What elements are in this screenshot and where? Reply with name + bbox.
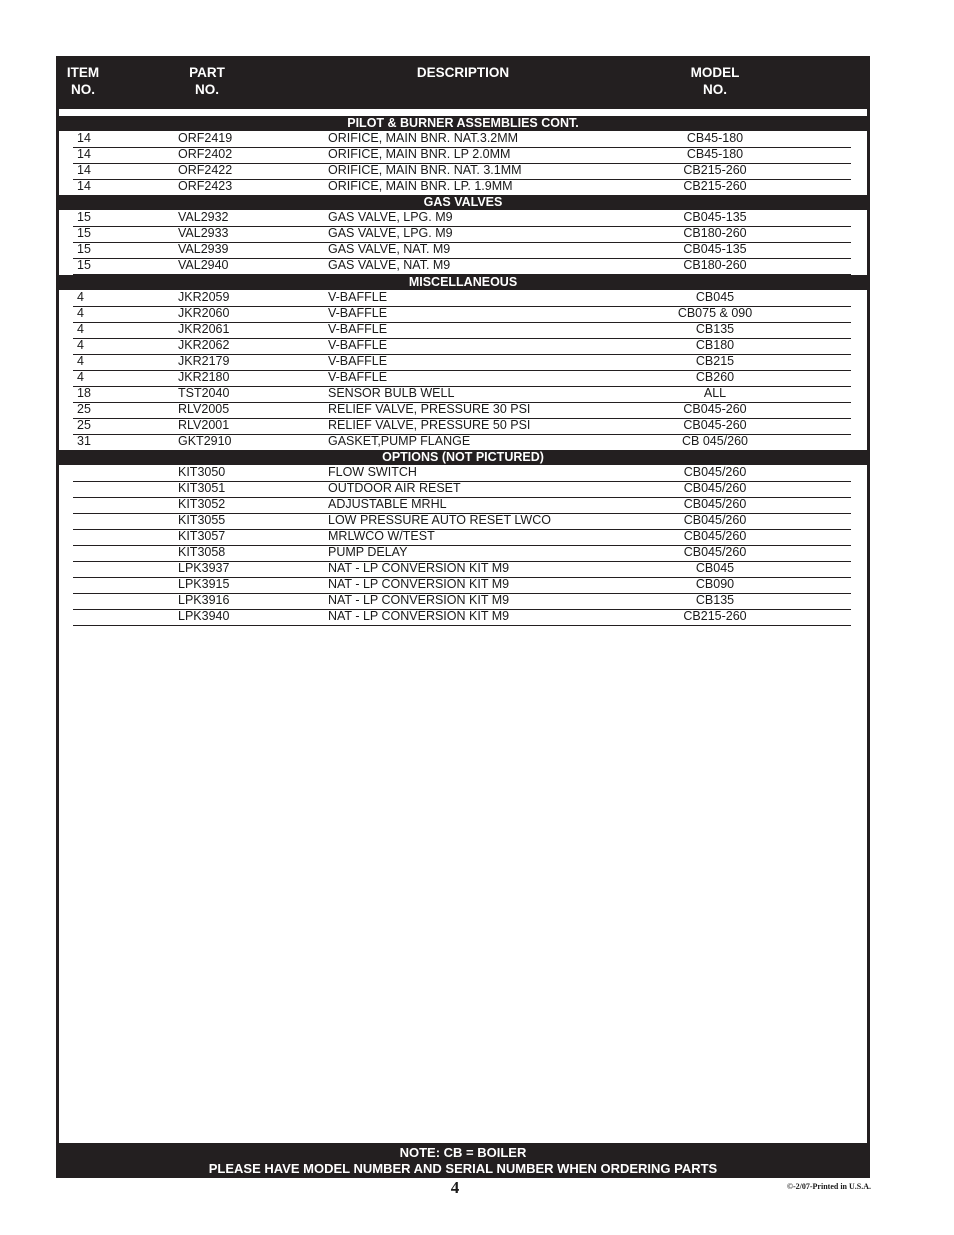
header-item-no: ITEM NO. [66,65,100,97]
model-no-cell: CB045-260 [683,418,747,432]
description-cell: GAS VALVE, LPG. M9 [328,226,453,240]
model-no-cell: CB215-260 [683,179,747,193]
model-no-cell: CB045/260 [683,513,747,527]
item-no-cell: 4 [77,306,84,320]
part-no-cell: ORF2422 [178,163,233,177]
part-no-cell: TST2040 [178,386,230,400]
model-no-cell: CB045 [695,290,735,304]
item-no-cell: 25 [77,402,91,416]
table-row [73,481,851,498]
section-header: MISCELLANEOUS [56,275,870,290]
table-row [73,306,851,323]
part-no-cell: RLV2005 [178,402,230,416]
model-no-cell: CB135 [695,322,735,336]
part-no-cell: KIT3052 [178,497,226,511]
table-row [73,386,851,403]
table-row [73,210,851,227]
table-row [73,226,851,243]
part-no-cell: KIT3051 [178,481,226,495]
description-cell: ORIFICE, MAIN BNR. NAT. 3.1MM [328,163,522,177]
item-no-cell: 14 [77,147,91,161]
model-no-cell: CB45-180 [686,131,744,145]
model-no-cell: CB045/260 [683,465,747,479]
description-cell: ORIFICE, MAIN BNR. NAT.3.2MM [328,131,519,145]
table-row [73,497,851,514]
header-model-no: MODEL NO. [690,65,740,97]
description-cell: GAS VALVE, NAT. M9 [328,258,451,272]
description-cell: OUTDOOR AIR RESET [328,481,461,495]
model-no-cell: CB045/260 [683,497,747,511]
part-no-cell: KIT3055 [178,513,226,527]
table-header [56,56,870,109]
table-row [73,529,851,546]
description-cell: ADJUSTABLE MRHL [328,497,447,511]
description-cell: NAT - LP CONVERSION KIT M9 [328,577,510,591]
part-no-cell: LPK3937 [178,561,230,575]
description-cell: ORIFICE, MAIN BNR. LP. 1.9MM [328,179,513,193]
part-no-cell: JKR2060 [178,306,230,320]
item-no-cell: 4 [77,322,84,336]
part-no-cell: LPK3940 [178,609,230,623]
table-row [73,434,851,451]
description-cell: RELIEF VALVE, PRESSURE 50 PSI [328,418,531,432]
table-row [73,545,851,562]
table-row [73,242,851,259]
model-no-cell: CB045 [695,561,735,575]
model-no-cell: CB045/260 [683,529,747,543]
description-cell: ORIFICE, MAIN BNR. LP 2.0MM [328,147,511,161]
model-no-cell: CB45-180 [686,147,744,161]
part-no-cell: JKR2180 [178,370,230,384]
model-no-cell: CB180-260 [683,226,747,240]
part-no-cell: ORF2419 [178,131,233,145]
model-no-cell: CB045/260 [683,481,747,495]
part-no-cell: KIT3058 [178,545,226,559]
table-row [73,258,851,275]
model-no-cell: CB180-260 [683,258,747,272]
description-cell: RELIEF VALVE, PRESSURE 30 PSI [328,402,531,416]
description-cell: SENSOR BULB WELL [328,386,455,400]
footer-note-line2: PLEASE HAVE MODEL NUMBER AND SERIAL NUMBER WHEN ORDERING PARTS [208,1161,718,1176]
table-row [73,593,851,610]
description-cell: GAS VALVE, NAT. M9 [328,242,451,256]
item-no-cell: 25 [77,418,91,432]
footer-note [56,1143,870,1178]
model-no-cell: CB135 [695,593,735,607]
table-row [73,402,851,419]
model-no-cell: ALL [703,386,727,400]
model-no-cell: CB045/260 [683,545,747,559]
part-no-cell: JKR2062 [178,338,230,352]
model-no-cell: CB045-135 [683,242,747,256]
table-row [73,163,851,180]
table-row [73,465,851,482]
item-no-cell: 14 [77,179,91,193]
description-cell: NAT - LP CONVERSION KIT M9 [328,561,510,575]
part-no-cell: KIT3057 [178,529,226,543]
part-no-cell: ORF2402 [178,147,233,161]
item-no-cell: 14 [77,131,91,145]
table-row [73,354,851,371]
item-no-cell: 4 [77,290,84,304]
table-row [73,131,851,148]
description-cell: MRLWCO W/TEST [328,529,435,543]
model-no-cell: CB090 [695,577,735,591]
description-cell: LOW PRESSURE AUTO RESET LWCO [328,513,551,527]
description-cell: FLOW SWITCH [328,465,417,479]
table-row [73,179,851,196]
item-no-cell: 4 [77,370,84,384]
description-cell: PUMP DELAY [328,545,408,559]
table-row [73,609,851,626]
item-no-cell: 15 [77,210,91,224]
description-cell: NAT - LP CONVERSION KIT M9 [328,593,510,607]
part-no-cell: LPK3915 [178,577,230,591]
printed-notice: ©-2/07-Printed in U.S.A. [787,1182,871,1191]
item-no-cell: 15 [77,242,91,256]
item-no-cell: 15 [77,226,91,240]
table-row [73,147,851,164]
table-row [73,577,851,594]
part-no-cell: ORF2423 [178,179,233,193]
part-no-cell: GKT2910 [178,434,232,448]
model-no-cell: CB215 [695,354,735,368]
part-no-cell: VAL2932 [178,210,229,224]
model-no-cell: CB215-260 [683,163,747,177]
model-no-cell: CB215-260 [683,609,747,623]
table-row [73,322,851,339]
table-row [73,290,851,307]
description-cell: V-BAFFLE [328,306,388,320]
model-no-cell: CB 045/260 [681,434,749,448]
part-no-cell: JKR2061 [178,322,230,336]
part-no-cell: VAL2940 [178,258,229,272]
description-cell: GASKET,PUMP FLANGE [328,434,471,448]
item-no-cell: 4 [77,354,84,368]
description-cell: GAS VALVE, LPG. M9 [328,210,453,224]
table-row [73,418,851,435]
table-row [73,561,851,578]
part-no-cell: RLV2001 [178,418,230,432]
item-no-cell: 18 [77,386,91,400]
table-row [73,513,851,530]
description-cell: V-BAFFLE [328,338,388,352]
description-cell: NAT - LP CONVERSION KIT M9 [328,609,510,623]
part-no-cell: LPK3916 [178,593,230,607]
page-number: 4 [450,1178,460,1197]
header-part-no: PART NO. [189,65,225,97]
description-cell: V-BAFFLE [328,322,388,336]
description-cell: V-BAFFLE [328,290,388,304]
header-description: DESCRIPTION [416,65,510,80]
model-no-cell: CB260 [695,370,735,384]
item-no-cell: 4 [77,338,84,352]
model-no-cell: CB045-260 [683,402,747,416]
description-cell: V-BAFFLE [328,370,388,384]
part-no-cell: KIT3050 [178,465,226,479]
description-cell: V-BAFFLE [328,354,388,368]
item-no-cell: 31 [77,434,91,448]
table-row [73,338,851,355]
item-no-cell: 15 [77,258,91,272]
part-no-cell: JKR2179 [178,354,230,368]
model-no-cell: CB075 & 090 [677,306,753,320]
section-header: OPTIONS (NOT PICTURED) [56,450,870,465]
item-no-cell: 14 [77,163,91,177]
model-no-cell: CB045-135 [683,210,747,224]
model-no-cell: CB180 [695,338,735,352]
part-no-cell: VAL2933 [178,226,229,240]
section-header: GAS VALVES [56,195,870,210]
table-row [73,370,851,387]
footer-note-line1: NOTE: CB = BOILER [399,1145,527,1160]
part-no-cell: JKR2059 [178,290,230,304]
part-no-cell: VAL2939 [178,242,229,256]
section-header: PILOT & BURNER ASSEMBLIES CONT. [56,116,870,131]
